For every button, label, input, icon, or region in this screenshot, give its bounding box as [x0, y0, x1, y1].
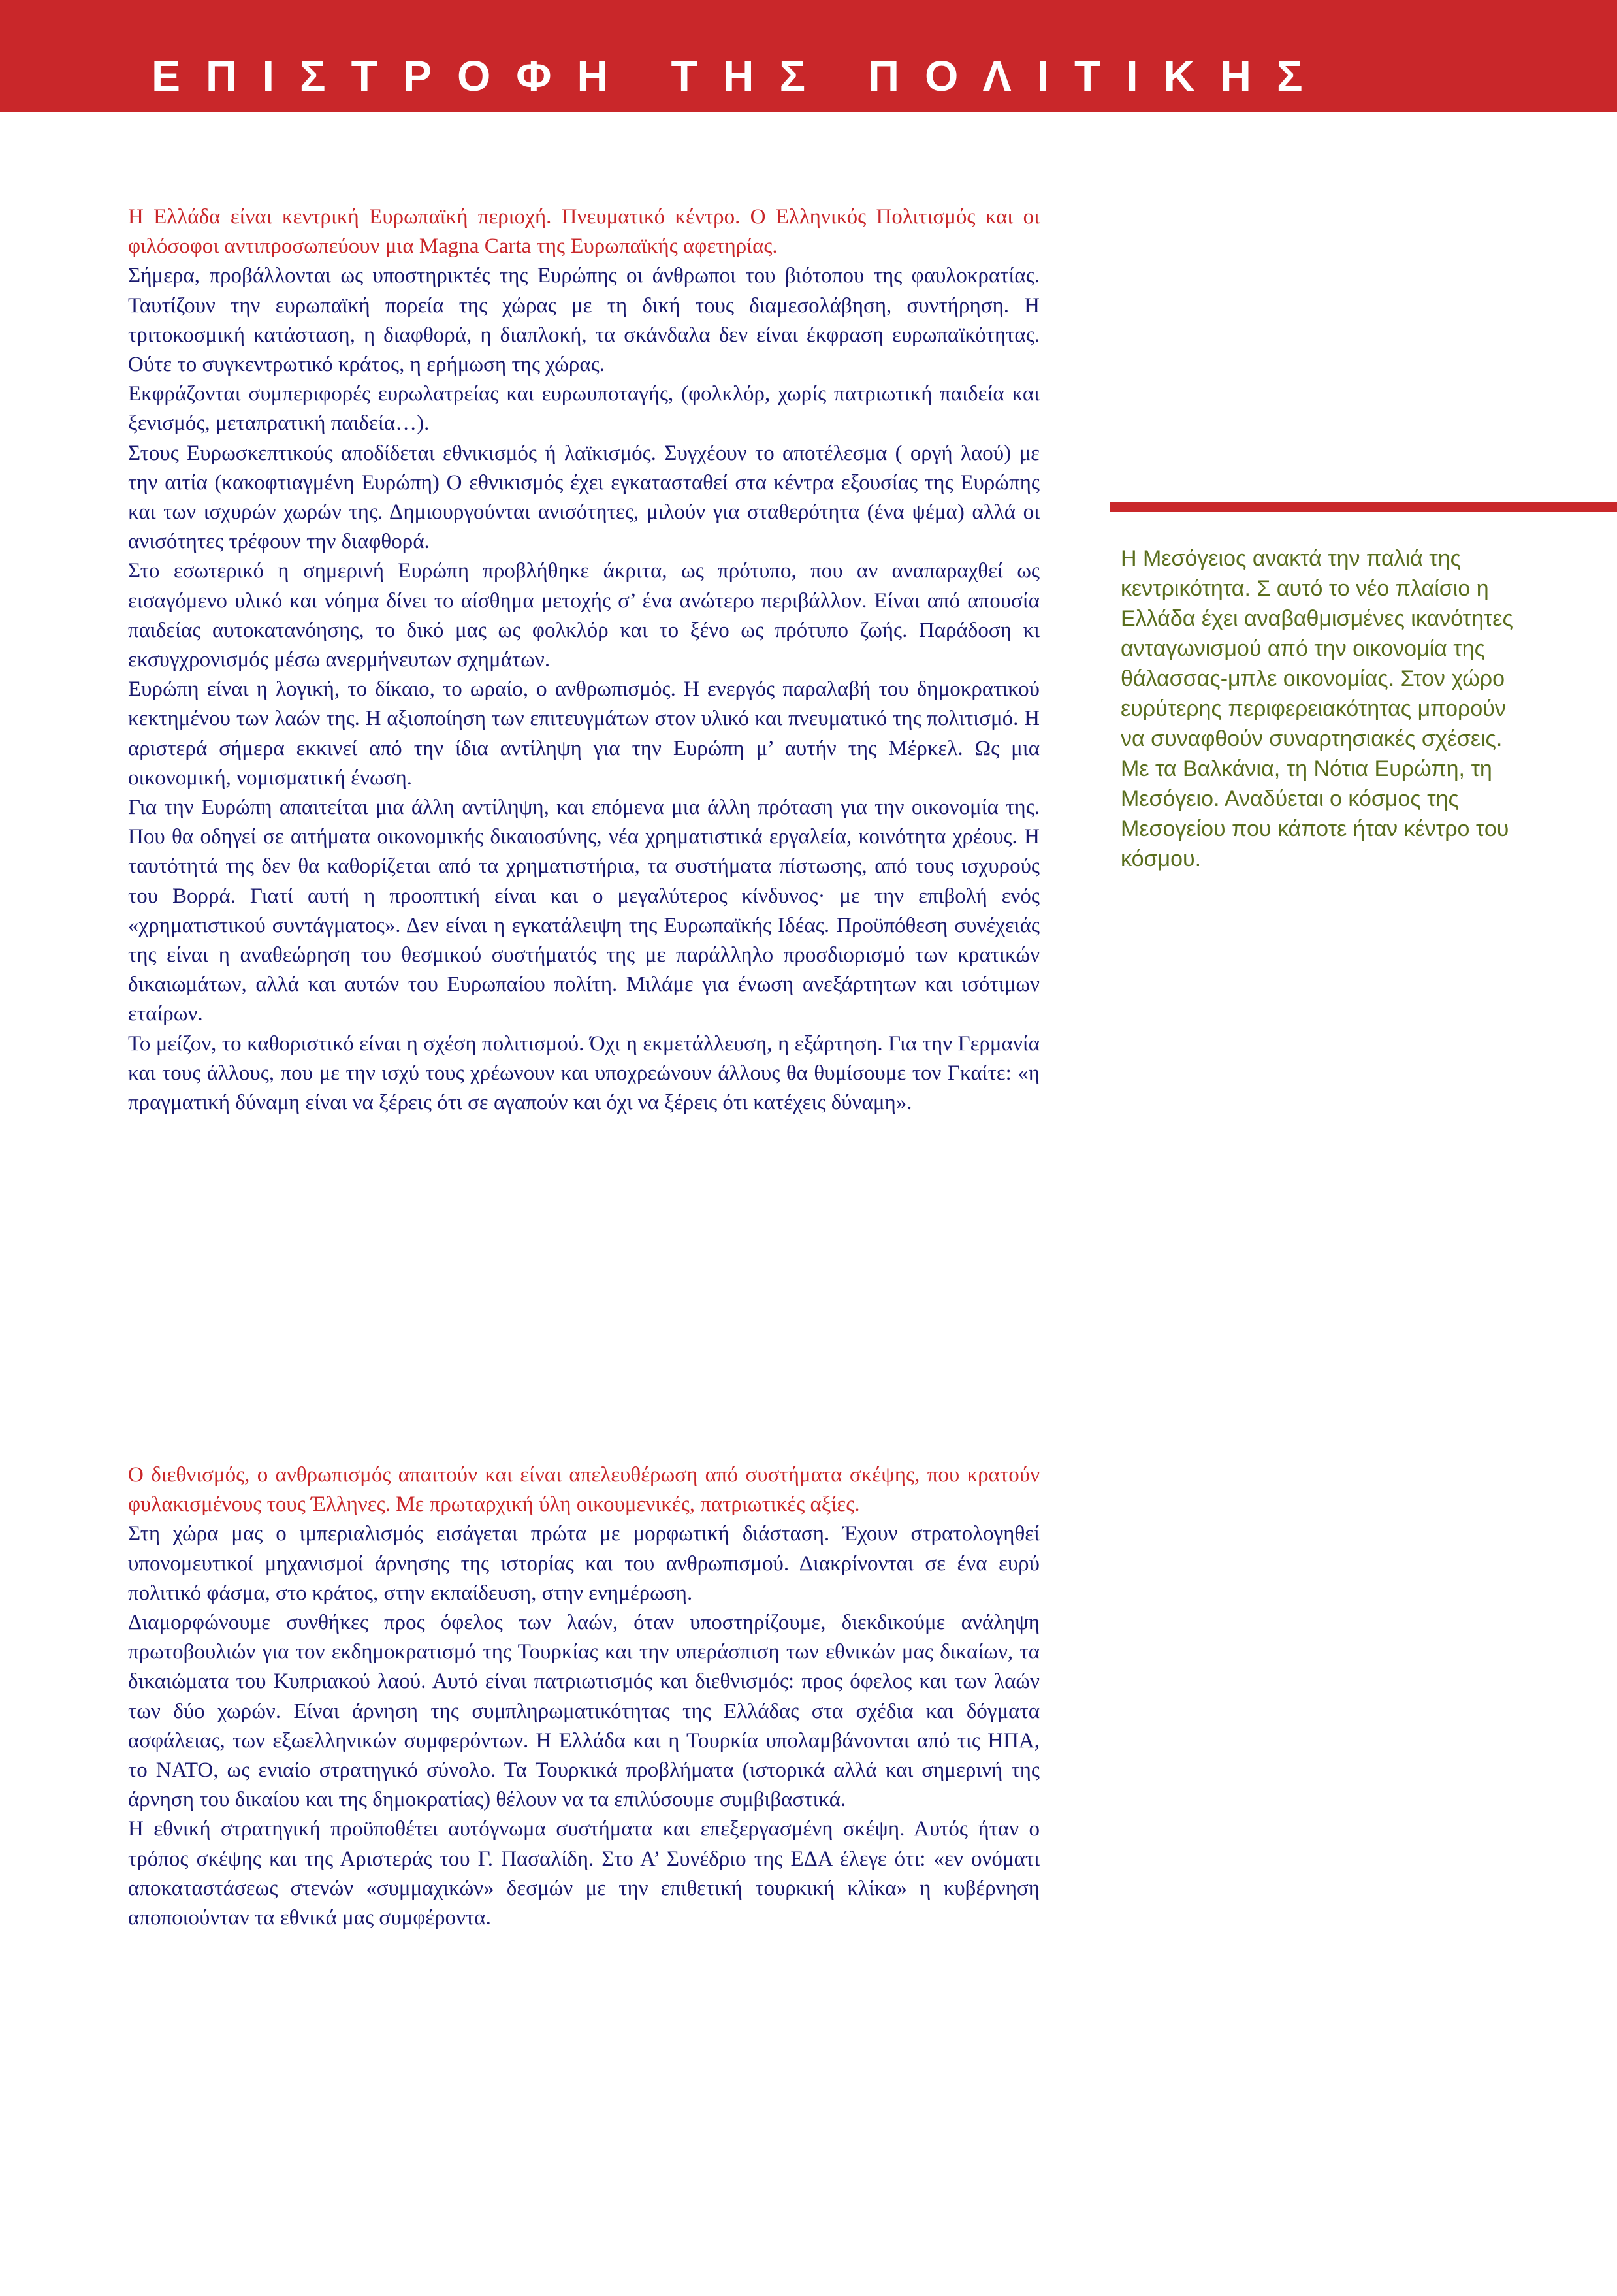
article-bottom-paragraph: Η εθνική στρατηγική προϋποθέτει αυτόγνωμα συστήματα και επεξεργασμένη σκέψη. Αυτός ήταν ο τρόπος σκέψης και της Αριστεράς του Γ. Πασαλίδη. Στο Α’ Συνέδριο της ΕΔΑ έλεγε ότι: «εν ονόματι αποκαταστάσεως στενών «συμμαχικών» δεσμών με την επιθετική τουρκική κλίκα» η κυβέρνηση αποποιούνταν τα εθνικά μας συμφέροντα. [128, 1817, 1040, 1930]
article-top-paragraph: Για την Ευρώπη απαιτείται μια άλλη αντίληψη, και επόμενα μια άλλη πρόταση για την οικονομία της. Που θα οδηγεί σε αιτήματα οικονομικής δικαιοσύνης, νέα χρηματιστικά εργαλεία, κοινότητα χρέους. Η ταυτότητά της δεν θα καθορίζεται από τα χρηματιστήρια, τα συστήματα πίστωσης, από τους ισχυρούς του Βορρά. Γιατί αυτή η προοπτική είναι και ο μεγαλύτερος κίνδυνος· με την επιβολή ενός «χρηματιστικού συντάγματος». Δεν είναι η εγκατάλειψη της Ευρωπαϊκής Ιδέας. Προϋπόθεση συνέχειάς της είναι η αναθεώρηση του θεσμικού συστήματός της με παράλληλο προσδιορισμό των κρατικών δικαιωμάτων, αλλά και αυτών του Ευρωπαίου πολίτη. Μιλάμε για ένωση ανεξάρτητων και ισότιμων εταίρων. [128, 796, 1040, 1026]
section-title: ΕΠΙΣΤΡΟΦΗ ΤΗΣ ΠΟΛΙΤΙΚΗΣ [152, 52, 1328, 100]
article-bottom-lead: Ο διεθνισμός, ο ανθρωπισμός απαιτούν και είναι απελευθέρωση από συστήματα σκέψης, που κρατούν φυλακισμένους τους Έλληνες. Με πρωταρχική ύλη οικουμενικές, πατριωτικές αξίες. [128, 1463, 1040, 1517]
article-bottom-paragraph: Στη χώρα μας ο ιμπεριαλισμός εισάγεται πρώτα με μορφωτική διάσταση. Έχουν στρατολογηθεί υπονομευτικοί μηχανισμοί άρνησης της ιστορίας και του ανθρωπισμού. Διακρίνονται σε ένα ευρύ πολιτικό φάσμα, στο κράτος, στην εκπαίδευση, στην ενημέρωση. [128, 1522, 1040, 1605]
article-top-paragraph: Το μείζον, το καθοριστικό είναι η σχέση πολιτισμού. Όχι η εκμετάλλευση, η εξάρτηση. Για την Γερμανία και τους άλλους, που με την ισχύ τους χρέωνουν και υποχρεώνουν άλλους θα θυμίσουμε τον Γκαίτε: «η πραγματική δύναμη είναι να ξέρεις ότι σε αγαπούν και όχι να ξέρεις ότι κατέχεις δύναμη». [128, 1031, 1040, 1115]
header-band [0, 0, 1617, 112]
article-top-paragraph: Στο εσωτερικό η σημερινή Ευρώπη προβλήθηκε άκριτα, ως πρότυπο, που αν αναπαραχθεί ως εισαγόμενο υλικό και νόημα δίνει το αίσθημα μετοχής σ’ ένα ανώτερο περιβάλλον. Είναι από απουσία παιδείας αυτοκατανόησης, το δικό μας ως φολκλόρ και το ξένο ως πρότυπο ζωής. Παράδοση κι εκσυγχρονισμός μέσω ανερμήνευτων σχημάτων. [128, 559, 1040, 672]
article-top-paragraph: Στους Ευρωσκεπτικούς αποδίδεται εθνικισμός ή λαϊκισμός. Συγχέουν το αποτέλεσμα ( οργή λαού) με την αιτία (κακοφτιαγμένη Ευρώπη) Ο εθνικισμός έχει εγκατασταθεί στα κέντρα εξουσίας της Ευρώπης και των ισχυρών χωρών της. Δημιουργούνται ανισότητες, μιλούν για σταθερότητα (ένα ψέμα) αλλά οι ανισότητες τρέφουν την διαφθορά. [128, 441, 1040, 554]
sidebar-pull-quote: Η Μεσόγειος ανακτά την παλιά της κεντρικότητα. Σ αυτό το νέο πλαίσιο η Ελλάδα έχει αναβαθμισμένες ικανότητες ανταγωνισμού από την οικονομία της θάλασσας-μπλε οικονομίας. Στον χώρο ευρύτερης περιφερειακότητας μπορούν να συναφθούν συναρτησιακές σχέσεις. Με τα Βαλκάνια, τη Νότια Ευρώπη, τη Μεσόγειο. Αναδύεται ο κόσμος της Μεσογείου που κάποτε ήταν κέντρο του κόσμου. [1121, 546, 1513, 871]
article-bottom-paragraph: Διαμορφώνουμε συνθήκες προς όφελος των λαών, όταν υποστηρίζουμε, διεκδικούμε ανάληψη πρωτοβουλιών για τον εκδημοκρατισμό της Τουρκίας και την υπεράσπιση των εθνικών μας δικαίων, τα δικαιώματα του Κυπριακού λαού. Αυτό είναι πατριωτισμός και διεθνισμός: προς όφελος και των λαών των δύο χωρών. Είναι άρνηση της συμπληρωματικότητας της Ελλάδας στα σχέδια και δόγματα ασφάλειας, των εξωελληνικών συμφερόντων. Η Ελλάδα και η Τουρκία υπολαμβάνονται από τις ΗΠΑ, το ΝΑΤΟ, ως ενιαίο στρατηγικό σύνολο. Τα Τουρκικά προβλήματα (ιστορικά αλλά και σημερινή της άρνηση του δικαίου και της δημοκρατίας) θέλουν να τα επιλύσουμε συμβιβαστικά. [128, 1611, 1040, 1812]
article-top-paragraph: Εκφράζονται συμπεριφορές ευρωλατρείας και ευρωυποταγής, (φολκλόρ, χωρίς πατριωτική παιδεία και ξενισμός, μεταπρατική παιδεία…). [128, 382, 1040, 436]
article-top [128, 202, 1040, 1118]
article-top-paragraph: Ευρώπη είναι η λογική, το δίκαιο, το ωραίο, ο ανθρωπισμός. Η ενεργός παραλαβή του δημοκρατικού κεκτημένου των λαών της. Η αξιοποίηση των επιτευγμάτων στον υλικό και πνευματικό της πολιτισμό. Η αριστερά σήμερα εκκινεί από την ίδια αντίληψη για την Ευρώπη μ’ αυτήν της Μέρκελ. Ως μια οικονομική, νομισματική ένωση. [128, 677, 1040, 790]
article-top-paragraph: Σήμερα, προβάλλονται ως υποστηρικτές της Ευρώπης οι άνθρωποι του βιότοπου της φαυλοκρατίας. Ταυτίζουν την ευρωπαϊκή πορεία της χώρας με τη δική τους διαμεσολάβηση, συντήρηση. Η τριτοκοσμική κατάσταση, η διαφθορά, η διαπλοκή, τα σκάνδαλα δεν είναι έκφραση ευρωπαϊκότητας. Ούτε το συγκεντρωτικό κράτος, η ερήμωση της χώρας. [128, 264, 1040, 377]
sidebar-divider [1110, 502, 1617, 512]
article-bottom [128, 1461, 1040, 1933]
article-top-lead: Η Ελλάδα είναι κεντρική Ευρωπαϊκή περιοχή. Πνευματικό κέντρο. Ο Ελληνικός Πολιτισμός και οι φιλόσοφοι αντιπροσωπεύουν μια Magna Carta της Ευρωπαϊκής αφετηρίας. [128, 205, 1040, 259]
